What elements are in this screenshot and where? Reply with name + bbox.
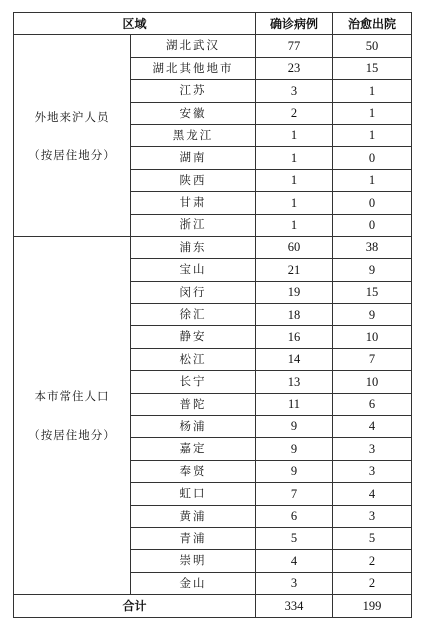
group-label-cell — [14, 236, 131, 594]
confirmed-count-cell: 18 — [256, 304, 333, 326]
area-name-cell: 徐汇 — [131, 304, 256, 326]
group-label: 本市常住人口 — [34, 389, 110, 404]
cured-count-cell: 2 — [333, 572, 412, 594]
group-label-spacer — [14, 405, 130, 427]
group-label-cell — [14, 35, 131, 237]
group-sublabel: （按居住地分） — [28, 147, 116, 162]
group-label-spacer — [14, 125, 130, 147]
area-name-cell: 陕西 — [131, 169, 256, 191]
area-name-cell: 江苏 — [131, 80, 256, 102]
header-cured: 治愈出院 — [333, 13, 412, 35]
header-confirmed: 确诊病例 — [256, 13, 333, 35]
cured-count-cell: 4 — [333, 416, 412, 438]
confirmed-count-cell: 16 — [256, 326, 333, 348]
cured-count-cell: 4 — [333, 483, 412, 505]
table-row — [14, 236, 412, 258]
area-name-cell: 黄浦 — [131, 505, 256, 527]
cured-count-cell: 7 — [333, 348, 412, 370]
total-row — [14, 595, 412, 617]
confirmed-count-cell: 19 — [256, 281, 333, 303]
confirmed-count-cell: 1 — [256, 147, 333, 169]
area-name-cell: 湖北武汉 — [131, 35, 256, 57]
cured-count-cell: 1 — [333, 80, 412, 102]
confirmed-count-cell: 3 — [256, 572, 333, 594]
confirmed-count-cell: 9 — [256, 460, 333, 482]
cured-count-cell: 50 — [333, 35, 412, 57]
confirmed-count-cell: 3 — [256, 80, 333, 102]
area-name-cell: 宝山 — [131, 259, 256, 281]
cured-count-cell: 3 — [333, 505, 412, 527]
area-name-cell: 嘉定 — [131, 438, 256, 460]
group-sublabel: （按居住地分） — [28, 427, 116, 442]
cured-count-cell: 1 — [333, 124, 412, 146]
confirmed-count-cell: 2 — [256, 102, 333, 124]
confirmed-count-cell: 21 — [256, 259, 333, 281]
area-name-cell: 黑龙江 — [131, 124, 256, 146]
area-name-cell: 浦东 — [131, 236, 256, 258]
confirmed-count-cell: 9 — [256, 416, 333, 438]
total-cured: 199 — [333, 595, 412, 617]
confirmed-count-cell: 11 — [256, 393, 333, 415]
cured-count-cell: 38 — [333, 236, 412, 258]
confirmed-count-cell: 1 — [256, 169, 333, 191]
confirmed-count-cell: 1 — [256, 214, 333, 236]
area-name-cell: 普陀 — [131, 393, 256, 415]
total-confirmed: 334 — [256, 595, 333, 617]
area-name-cell: 甘肃 — [131, 192, 256, 214]
confirmed-count-cell: 1 — [256, 124, 333, 146]
total-label: 合计 — [14, 595, 256, 617]
confirmed-count-cell: 6 — [256, 505, 333, 527]
cured-count-cell: 2 — [333, 550, 412, 572]
cured-count-cell: 15 — [333, 57, 412, 79]
table-header-row — [14, 13, 412, 35]
confirmed-count-cell: 60 — [256, 236, 333, 258]
area-name-cell: 静安 — [131, 326, 256, 348]
cured-count-cell: 3 — [333, 460, 412, 482]
confirmed-count-cell: 1 — [256, 192, 333, 214]
cured-count-cell: 5 — [333, 527, 412, 549]
cured-count-cell: 10 — [333, 371, 412, 393]
area-name-cell: 湖北其他地市 — [131, 57, 256, 79]
area-name-cell: 青浦 — [131, 527, 256, 549]
area-name-cell: 金山 — [131, 572, 256, 594]
cured-count-cell: 15 — [333, 281, 412, 303]
area-name-cell: 湖南 — [131, 147, 256, 169]
area-name-cell: 崇明 — [131, 550, 256, 572]
area-name-cell: 安徽 — [131, 102, 256, 124]
cured-count-cell: 6 — [333, 393, 412, 415]
table-body — [14, 35, 412, 595]
confirmed-count-cell: 9 — [256, 438, 333, 460]
area-name-cell: 奉贤 — [131, 460, 256, 482]
confirmed-count-cell: 14 — [256, 348, 333, 370]
cured-count-cell: 1 — [333, 102, 412, 124]
confirmed-count-cell: 4 — [256, 550, 333, 572]
area-name-cell: 闵行 — [131, 281, 256, 303]
cured-count-cell: 0 — [333, 214, 412, 236]
cured-count-cell: 9 — [333, 304, 412, 326]
area-name-cell: 虹口 — [131, 483, 256, 505]
confirmed-count-cell: 23 — [256, 57, 333, 79]
case-statistics-table — [13, 12, 412, 618]
table-row — [14, 35, 412, 57]
confirmed-count-cell: 7 — [256, 483, 333, 505]
cured-count-cell: 0 — [333, 192, 412, 214]
cured-count-cell: 3 — [333, 438, 412, 460]
area-name-cell: 松江 — [131, 348, 256, 370]
confirmed-count-cell: 77 — [256, 35, 333, 57]
cured-count-cell: 1 — [333, 169, 412, 191]
group-label: 外地来沪人员 — [34, 109, 110, 124]
cured-count-cell: 9 — [333, 259, 412, 281]
cured-count-cell: 10 — [333, 326, 412, 348]
header-region: 区域 — [14, 13, 256, 35]
confirmed-count-cell: 13 — [256, 371, 333, 393]
area-name-cell: 浙江 — [131, 214, 256, 236]
area-name-cell: 杨浦 — [131, 416, 256, 438]
cured-count-cell: 0 — [333, 147, 412, 169]
area-name-cell: 长宁 — [131, 371, 256, 393]
confirmed-count-cell: 5 — [256, 527, 333, 549]
